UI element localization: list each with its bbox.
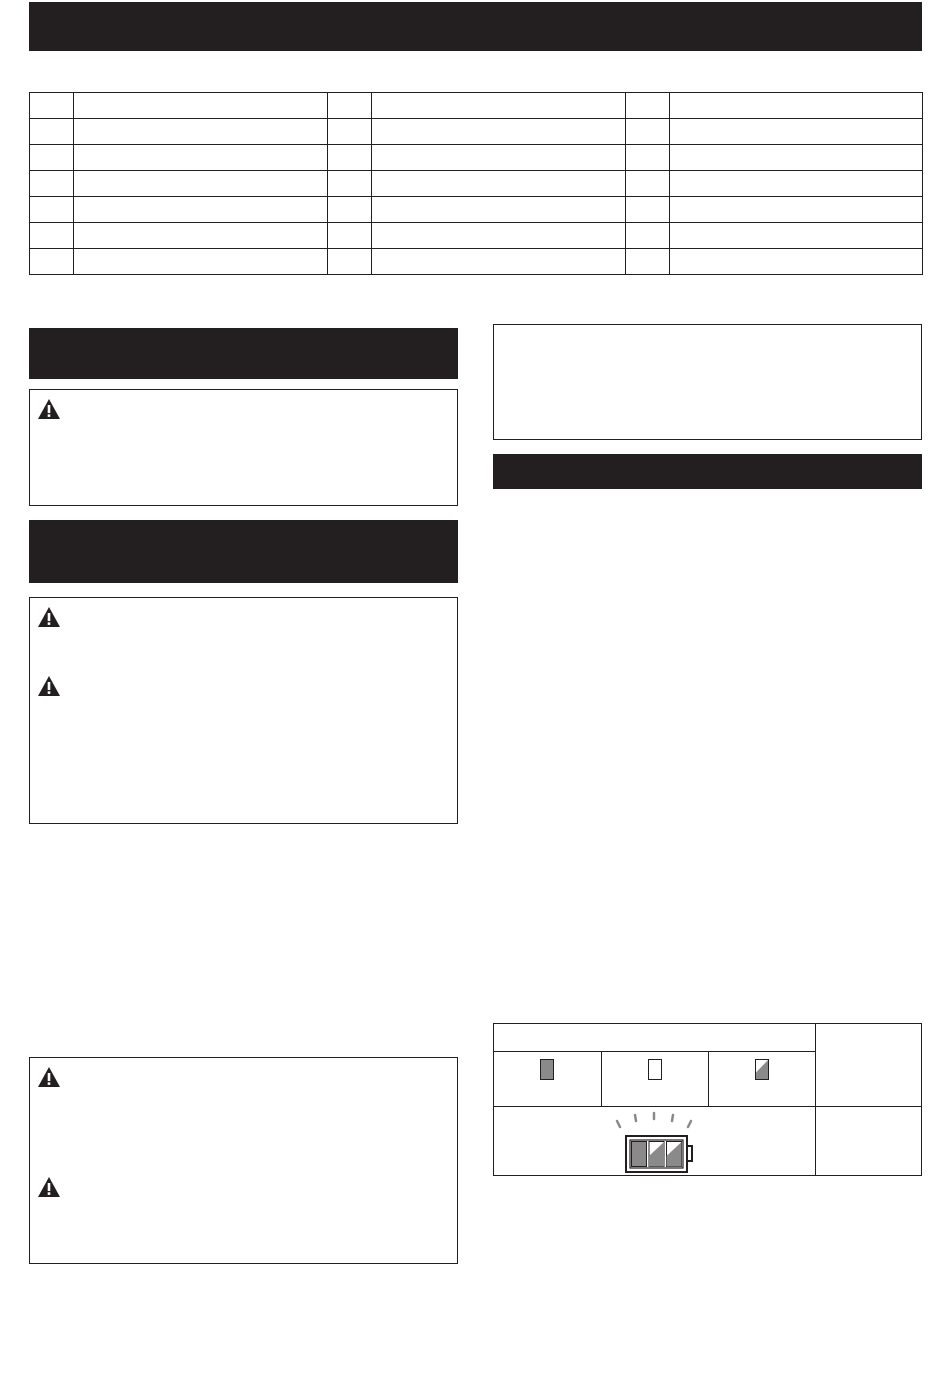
part-number-cell [30,93,74,119]
part-number-cell [30,171,74,197]
warning-box [29,389,458,506]
lamp-cell-blinking [708,1051,815,1106]
part-number-cell [30,249,74,275]
part-number-cell [328,119,372,145]
specifications-heading-bar [29,328,458,379]
part-name-cell [670,223,923,249]
functional-description-heading-bar [493,454,922,489]
part-number-cell [328,197,372,223]
table-row [30,145,923,171]
battery-illustration-cell [494,1106,815,1176]
part-number-cell [328,171,372,197]
part-number-cell [626,197,670,223]
part-name-cell [372,249,626,275]
part-number-cell [626,119,670,145]
remaining-capacity-cell [815,1106,922,1176]
warning-triangle-icon [37,675,61,697]
part-number-cell [626,249,670,275]
table-row [30,93,923,119]
part-name-cell [670,197,923,223]
part-name-cell [372,223,626,249]
section-title-bar [29,2,922,51]
part-name-cell [74,223,328,249]
part-name-cell [372,145,626,171]
table-row [30,171,923,197]
indicator-lamps-header [494,1024,815,1051]
part-name-cell [372,197,626,223]
part-number-cell [626,171,670,197]
part-name-cell [74,171,328,197]
part-name-cell [670,249,923,275]
part-name-cell [74,249,328,275]
remaining-capacity-header [815,1024,922,1106]
warning-triangle-icon [37,1176,61,1198]
lamp-lit-icon [540,1059,554,1080]
part-number-cell [626,93,670,119]
part-name-cell [670,171,923,197]
lamp-blinking-icon [755,1059,769,1080]
part-number-cell [30,145,74,171]
part-name-cell [74,197,328,223]
warning-triangle-icon [37,606,61,628]
part-number-cell [626,145,670,171]
part-name-cell [670,93,923,119]
part-number-cell [30,197,74,223]
part-name-cell [372,93,626,119]
part-name-cell [670,119,923,145]
part-number-cell [626,223,670,249]
table-row [30,119,923,145]
part-number-cell [328,93,372,119]
lamp-cell-lit [494,1051,601,1106]
part-number-cell [30,119,74,145]
table-row [30,197,923,223]
battery-level-icon [610,1111,700,1175]
part-name-cell [74,145,328,171]
part-number-cell [328,223,372,249]
battery-indicator-table [493,1023,922,1176]
table-row [30,249,923,275]
part-number-cell [30,223,74,249]
part-name-cell [74,119,328,145]
parts-table [29,92,923,275]
lamp-off-icon [648,1059,662,1080]
warning-box [29,597,458,824]
note-box [493,324,922,440]
warning-triangle-icon [37,1066,61,1088]
safety-warnings-heading-bar [29,520,458,583]
part-name-cell [372,119,626,145]
warning-triangle-icon [37,398,61,420]
part-number-cell [328,145,372,171]
part-name-cell [74,93,328,119]
part-name-cell [670,145,923,171]
part-number-cell [328,249,372,275]
part-name-cell [372,171,626,197]
warning-box [29,1057,458,1264]
lamp-cell-off [601,1051,708,1106]
table-row [30,223,923,249]
